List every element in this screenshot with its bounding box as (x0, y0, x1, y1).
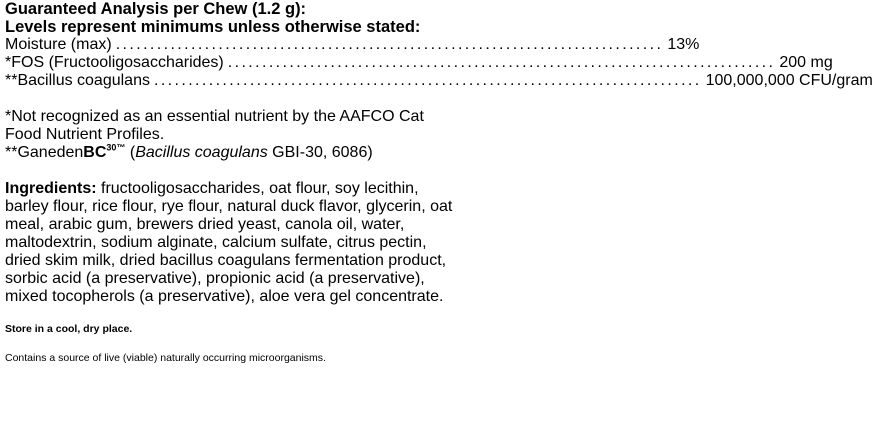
footnote-strain: GBI-30, 6086) (267, 144, 373, 161)
contains-statement: Contains a source of live (viable) naturally occurring microorganisms. (5, 352, 326, 364)
ingredients-label: Ingredients: (5, 180, 97, 197)
footnote-paren-open: ( (125, 144, 136, 161)
footnote-ganeden-brand: BC (83, 144, 107, 161)
footnote-aafco: *Not recognized as an essential nutrient by the AAFCO Cat Food Nutrient Profiles. (5, 108, 424, 143)
storage-instruction: Store in a cool, dry place. (5, 323, 133, 335)
ingredients-paragraph (5, 180, 461, 306)
footnote-ganeden (5, 144, 461, 162)
analysis-label: Moisture (max) (5, 36, 112, 53)
analysis-value: 13% (667, 36, 700, 53)
footnote-ganeden-superscript: 30™ (106, 142, 126, 153)
leader-dots: ................................................................................ (227, 54, 776, 71)
analysis-row-bacillus (5, 72, 873, 90)
analysis-label: *FOS (Fructooligosaccharides) (5, 54, 224, 71)
analysis-title: Guaranteed Analysis per Chew (1.2 g): (5, 0, 307, 18)
analysis-row-moisture (5, 36, 700, 54)
leader-dots: ................................................................................ (153, 72, 702, 89)
analysis-value: 200 mg (779, 54, 833, 71)
analysis-row-fos (5, 54, 833, 72)
footnote-ganeden-prefix: **Ganeden (5, 144, 84, 161)
analysis-label: **Bacillus coagulans (5, 72, 150, 89)
analysis-subtitle: Levels represent minimums unless otherwise stated: (5, 18, 421, 36)
analysis-value: 100,000,000 CFU/gram (705, 72, 873, 89)
footnote-species: Bacillus coagulans (135, 144, 268, 161)
leader-dots: ................................................................................ (115, 36, 664, 53)
ingredients-list: fructooligosaccharides, oat flour, soy lecithin, barley flour, rice flour, rye flour, natural duck flavor, glycerin, oat meal, arabic gum, brewers dried yeast, canola oil, water, maltodextrin, sodium alginate, calcium sulfate, citrus pectin, dried skim milk, dried bacillus coagulans fermentation product, sorbic acid (a preservative), propionic acid (a preservative), mixed tocopherols (a preservative), aloe vera gel concentrate. (5, 180, 453, 305)
product-label (5, 0, 873, 365)
